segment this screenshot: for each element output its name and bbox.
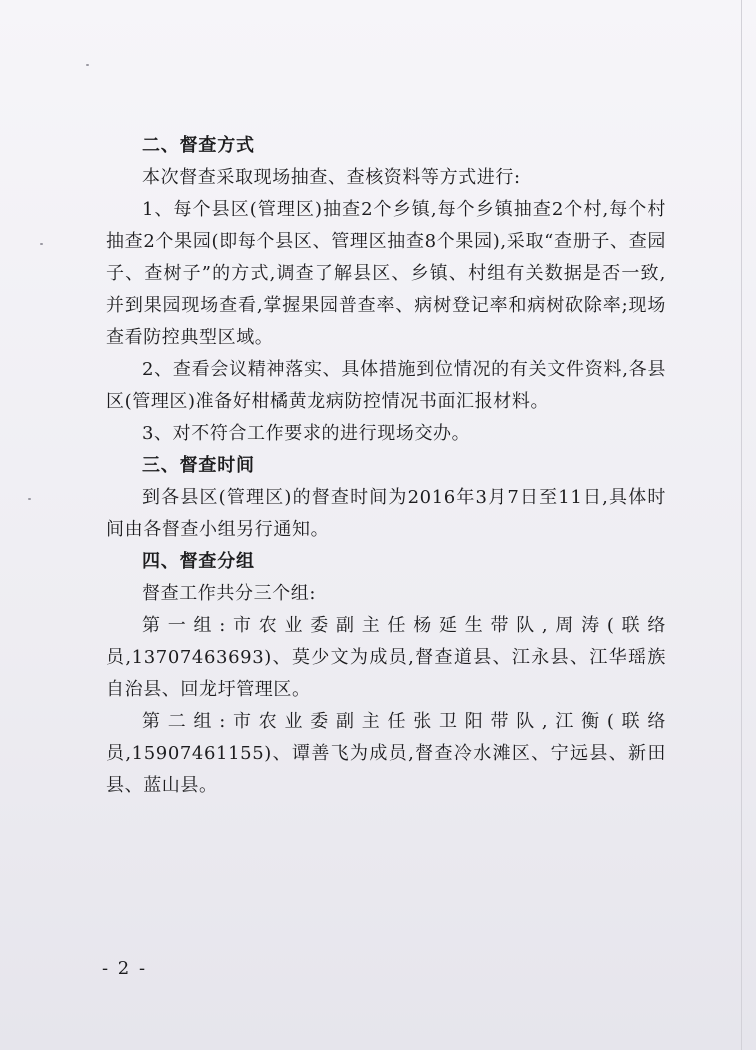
method-item-1: 1、每个县区(管理区)抽查2个乡镇,每个乡镇抽查2个村,每个村抽查2个果园(即每个县区、管理区抽查8个果园),采取“查册子、查园子、查树子”的方式,调查了解县区、乡镇、村组有关数据是否一致,并到果园现场查看,掌握果园普查率、病树登记率和病树砍除率;现场查看防控典型区域。 [106, 199, 666, 348]
method-item-2: 2、查看会议精神落实、具体措施到位情况的有关文件资料,各县区(管理区)准备好柑橘黄龙病防控情况书面汇报材料。 [106, 359, 666, 412]
group-1: 第一组:市农业委副主任杨延生带队,周涛(联络员,13707463693)、莫少文为成员,督查道县、江永县、江华瑶族自治县、回龙圩管理区。 [106, 615, 666, 700]
group-2: 第二组:市农业委副主任张卫阳带队,江衡(联络员,15907461155)、谭善飞为成员,督查冷水滩区、宁远县、新田县、蓝山县。 [106, 711, 666, 796]
groups-intro: 督查工作共分三个组: [142, 583, 317, 604]
section-heading-method: 二、督查方式 [142, 135, 255, 156]
method-item-3: 3、对不符合工作要求的进行现场交办。 [142, 423, 471, 444]
scan-speck [86, 64, 89, 66]
section-heading-groups: 四、督查分组 [142, 551, 255, 572]
scan-edge-line [741, 0, 742, 1050]
time-text: 到各县区(管理区)的督查时间为2016年3月7日至11日,具体时间由各督查小组另行通知。 [106, 487, 666, 540]
section-heading-time: 三、督查时间 [142, 455, 255, 476]
method-intro: 本次督查采取现场抽查、查核资料等方式进行: [142, 167, 521, 188]
document-body [106, 130, 666, 802]
scan-speck [28, 498, 31, 500]
scan-speck [40, 243, 43, 245]
page-number: - 2 - [102, 958, 148, 979]
